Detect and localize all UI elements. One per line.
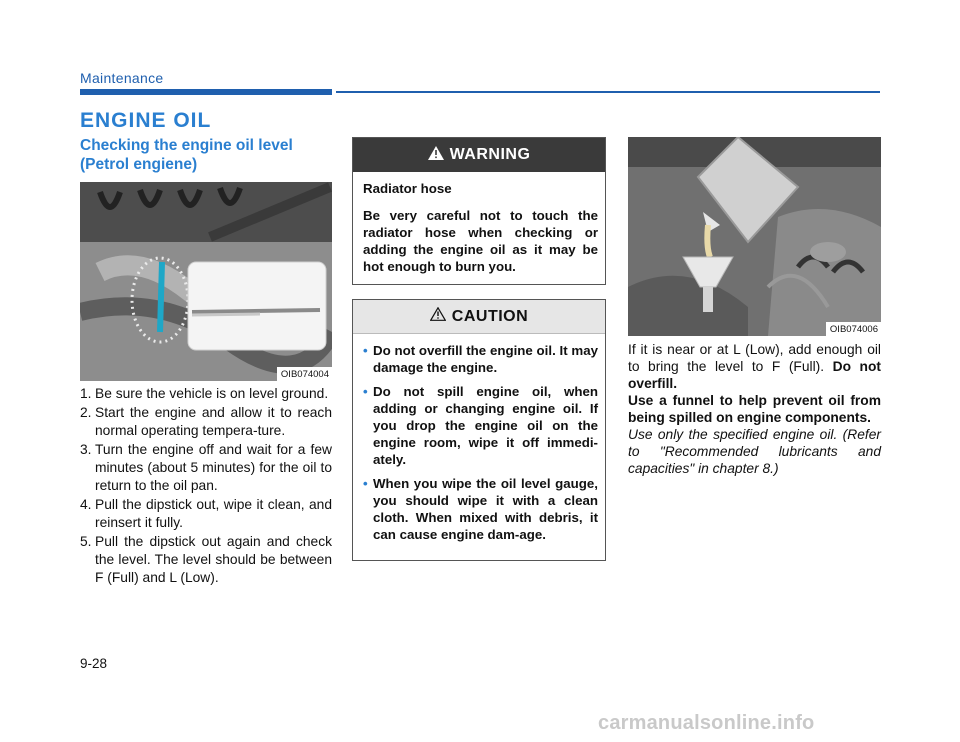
warning-box — [352, 137, 606, 285]
warning-header — [353, 138, 605, 172]
warning-label: WARNING — [449, 146, 531, 163]
caution-item: • When you wipe the oil level gauge, you should wipe it with a clean cloth. When mixed with debris, it can cause engine dam-age. — [363, 476, 598, 542]
page-number: 9-28 — [80, 656, 108, 671]
step-item: 5. Pull the dipstick out again and check the level. The level should be between F (Full) and L (Low). — [80, 534, 332, 585]
step-item: 4. Pull the dipstick out, wipe it clean, and reinsert it fully. — [80, 497, 332, 530]
oil-funnel-photo — [628, 137, 881, 336]
steps-list — [80, 385, 332, 588]
caution-item: • Do not spill engine oil, when adding or changing engine oil. If you drop the engine oil on the engine room, wipe it off immedi-ately. — [363, 384, 598, 467]
refill-paragraph: If it is near or at L (Low), add enough oil to bring the level to F (Full). Do not overfill. — [628, 342, 881, 391]
refill-instructions — [628, 341, 881, 477]
header-rule-thin — [336, 91, 880, 93]
image-code-left: OIB074004 — [277, 367, 332, 381]
step-item: 3. Turn the engine off and wait for a few minutes (about 5 minutes) for the oil to return to the oil pan. — [80, 442, 332, 493]
step-item: 2. Start the engine and allow it to reach normal operating tempera-ture. — [80, 405, 332, 438]
dipstick-photo — [80, 182, 332, 381]
page-title: ENGINE OIL — [80, 109, 212, 132]
section-label: Maintenance — [80, 70, 164, 86]
caution-label: CAUTION — [451, 307, 529, 325]
warning-triangle-icon — [428, 146, 444, 165]
caution-item: • Do not overfill the engine oil. It may damage the engine. — [363, 343, 598, 375]
header-rule-thick — [80, 89, 332, 95]
warning-text: Be very careful not to touch the radiator hose when checking or adding the engine oil as it may be hot enough to burn you. — [363, 208, 598, 274]
caution-box — [352, 299, 606, 561]
oil-spec-note: Use only the specified engine oil. (Refer to "Recommended lubricants and capacities" in chapter 8.) — [628, 427, 881, 476]
funnel-tip: Use a funnel to help prevent oil from being spilled on engine components. — [628, 393, 881, 425]
image-code-right: OIB074006 — [826, 322, 881, 336]
caution-list — [363, 342, 598, 543]
section-subtitle: Checking the engine oil level (Petrol engiene) — [80, 137, 293, 173]
step-item: 1. Be sure the vehicle is on level ground. — [80, 386, 329, 401]
warning-heading: Radiator hose — [363, 181, 452, 196]
caution-triangle-icon — [430, 307, 446, 326]
caution-header — [353, 300, 605, 334]
watermark: carmanualsonline.info — [598, 712, 815, 734]
